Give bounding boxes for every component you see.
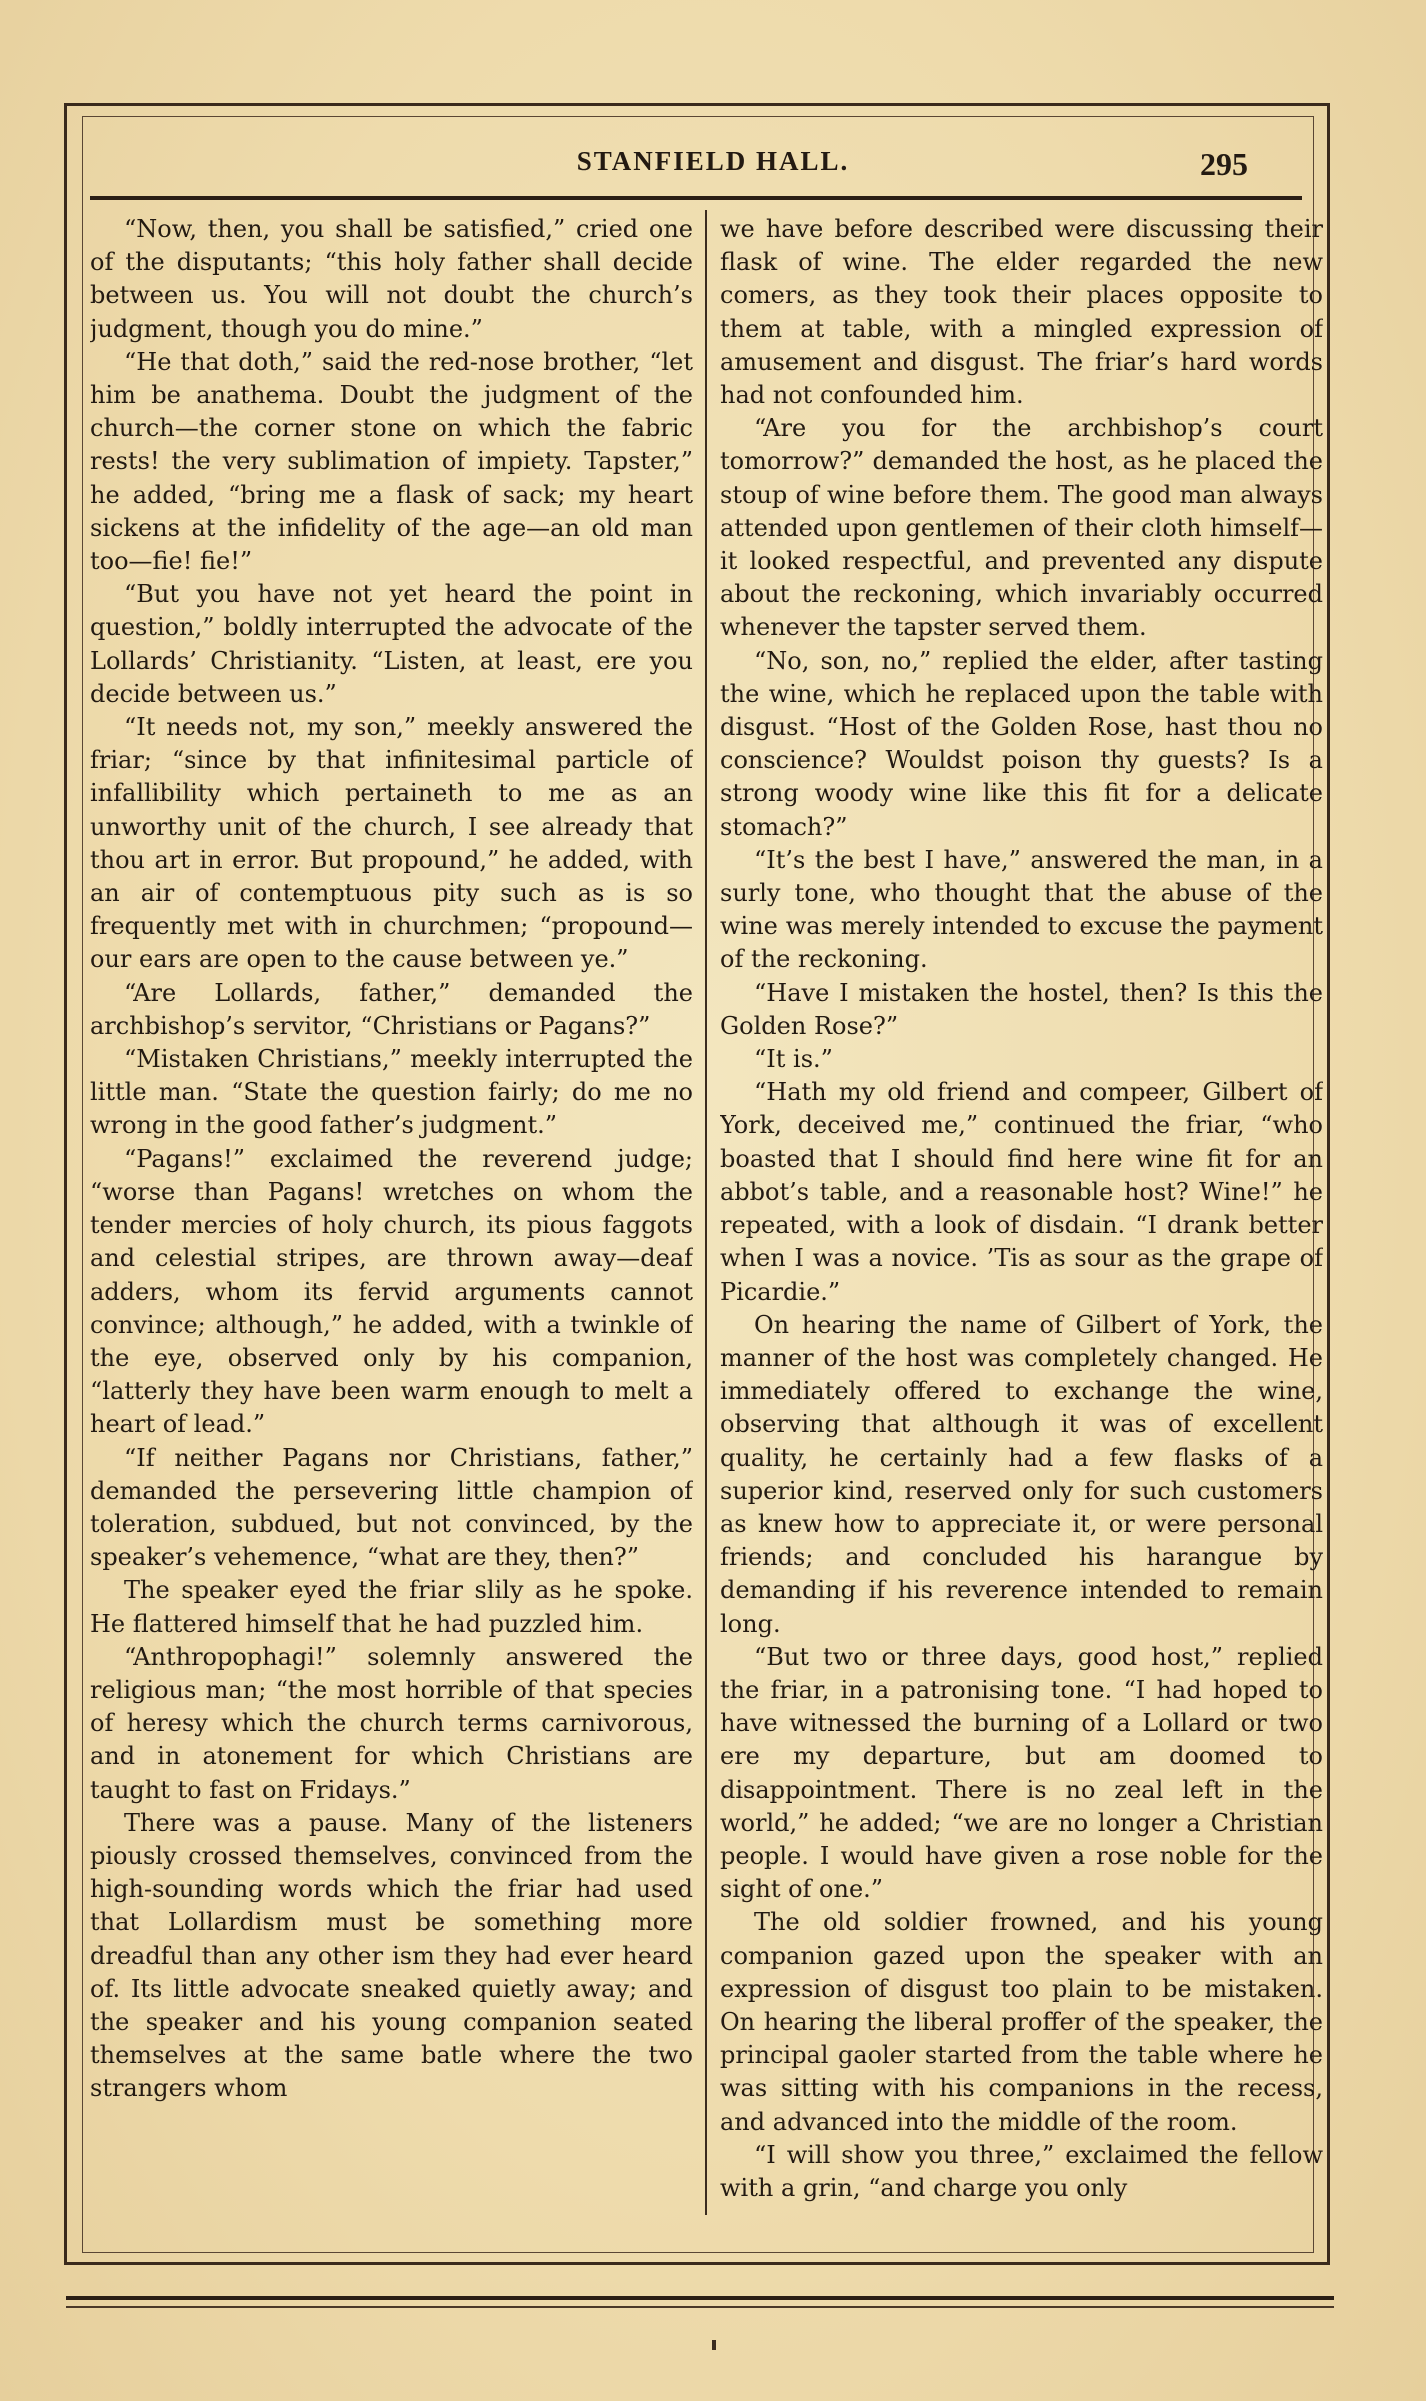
paragraph: On hearing the name of Gilbert of York, the manner of the host was completely changed. He immediately offered to exchange the wine, observing that although it was of excellent quality, he certainly had a few flasks of a superior kind, reserved only for such customers as knew how to appreciate it, or were personal friends; and concluded his harangue by demanding if his reverence intended to remain long. — [720, 1310, 1323, 1638]
paragraph: “But two or three days, good host,” replied the friar, in a patronising tone. “I had hoped to have witnessed the burning of a Lollard or two ere my departure, but am doomed to disappointment. There is no zeal left in the world,” he added; “we are no longer a Christian people. I would have given a rose noble for the sight of one.” — [720, 1642, 1323, 1904]
paragraph: “Now, then, you shall be satisfied,” cried one of the disputants; “this holy father shall decide between us. You will not doubt the church’s judgment, though you do mine.” — [90, 215, 693, 343]
paragraph: “It’s the best I have,” answered the man, in a surly tone, who thought that the abuse of the wine was merely intended to excuse the payment of the reckoning. — [720, 845, 1323, 974]
paragraph: “Hath my old friend and compeer, Gilbert of York, deceived me,” continued the friar, “who boasted that I should find here wine fit for an abbot’s table, and a reasonable host? Wine!” he repeated, with a look of disdain. “I drank better when I was a novice. ’Tis as sour as the grape of Picardie.” — [720, 1078, 1323, 1306]
paragraph: There was a pause. Many of the listeners piously crossed themselves, convinced from the high-sounding words which the friar had used that Lollardism must be something more dreadful than any other ism they had ever heard of. Its little advocate sneaked quietly away; and the speaker and his young companion seated themselves at the same batle where the two strangers whom — [90, 1808, 693, 2103]
paragraph: “I will show you three,” exclaimed the fellow with a grin, “and charge you only — [720, 2140, 1323, 2202]
paragraph: “No, son, no,” replied the elder, after tasting the wine, which he replaced upon the table with disgust. “Host of the Golden Rose, hast thou no conscience? Wouldst poison thy guests? Is a strong woody wine like this fit for a delicate stomach?” — [720, 646, 1323, 841]
paragraph: we have before described were discussing their flask of wine. The elder regarded the new comers, as they took their places opposite to them at table, with a mingled expression of amusement and disgust. The friar’s hard words had not confounded him. — [720, 215, 1323, 410]
paragraph: “But you have not yet heard the point in question,” boldly interrupted the advocate of the Lollards’ Christianity. “Listen, at least, ere you decide between us.” — [90, 580, 693, 708]
footer-rule-thin — [66, 2306, 1334, 2308]
footer-mark — [712, 2340, 716, 2350]
paragraph: “It needs not, my son,” meekly answered the friar; “since by that infinitesimal particle of infallibility which pertaineth to me as an unworthy unit of the church, I see already that thou art in error. But propound,” he added, with an air of contemptuous pity such as is so frequently met with in churchmen; “propound—our ears are open to the cause between ye.” — [90, 713, 693, 974]
paragraph: “Mistaken Christians,” meekly interrupted the little man. “State the question fairly; do me no wrong in the good father’s judgment.” — [90, 1045, 693, 1140]
column-divider — [705, 210, 707, 2215]
paragraph: “Have I mistaken the hostel, then? Is this the Golden Rose?” — [720, 978, 1323, 1040]
page-number: 295 — [1200, 146, 1248, 182]
paragraph: The speaker eyed the friar slily as he spoke. He flattered himself that he had puzzled him. — [90, 1576, 693, 1638]
paragraph: “It is.” — [754, 1045, 833, 1074]
paragraph: “He that doth,” said the red-nose brother, “let him be anathema. Doubt the judgment of the church—the corner stone on which the fabric rests! the very sublimation of impiety. Tapster,” he added, “bring me a flask of sack; my heart sickens at the infidelity of the age—an old man too—fie! fie!” — [90, 347, 693, 576]
header-rule — [90, 196, 1302, 200]
paragraph: “If neither Pagans nor Christians, father,” demanded the persevering little champion of toleration, subdued, but not convinced, by the speaker’s vehemence, “what are they, then?” — [90, 1443, 693, 1572]
paragraph: The old soldier frowned, and his young companion gazed upon the speaker with an expression of disgust too plain to be mistaken. On hearing the liberal proffer of the speaker, the principal gaoler started from the table where he was sitting with his companions in the recess, and advanced into the middle of the room. — [720, 1908, 1323, 2136]
paragraph: “Pagans!” exclaimed the reverend judge; “worse than Pagans! wretches on whom the tender mercies of holy church, its pious faggots and celestial stripes, are thrown away—deaf adders, whom its fervid arguments cannot convince; although,” he added, with a twinkle of the eye, observed only by his companion, “latterly they have been warm enough to melt a heart of lead.” — [90, 1144, 693, 1439]
paragraph: “Are you for the archbishop’s court tomorrow?” demanded the host, as he placed the stoup of wine before them. The good man always attended upon gentlemen of their cloth himself—it looked respectful, and prevented any dispute about the reckoning, which invariably occurred whenever the tapster served them. — [720, 414, 1323, 642]
footer-rule — [66, 2296, 1334, 2300]
paragraph: “Anthropophagi!” solemnly answered the religious man; “the most horrible of that species of heresy which the church terms carnivorous, and in atonement for which Christians are taught to fast on Fridays.” — [90, 1642, 693, 1804]
right-column — [720, 213, 1323, 2211]
running-title: STANFIELD HALL. — [576, 146, 850, 176]
paragraph: “Are Lollards, father,” demanded the archbishop’s servitor, “Christians or Pagans?” — [90, 978, 693, 1040]
left-column — [90, 213, 693, 2211]
